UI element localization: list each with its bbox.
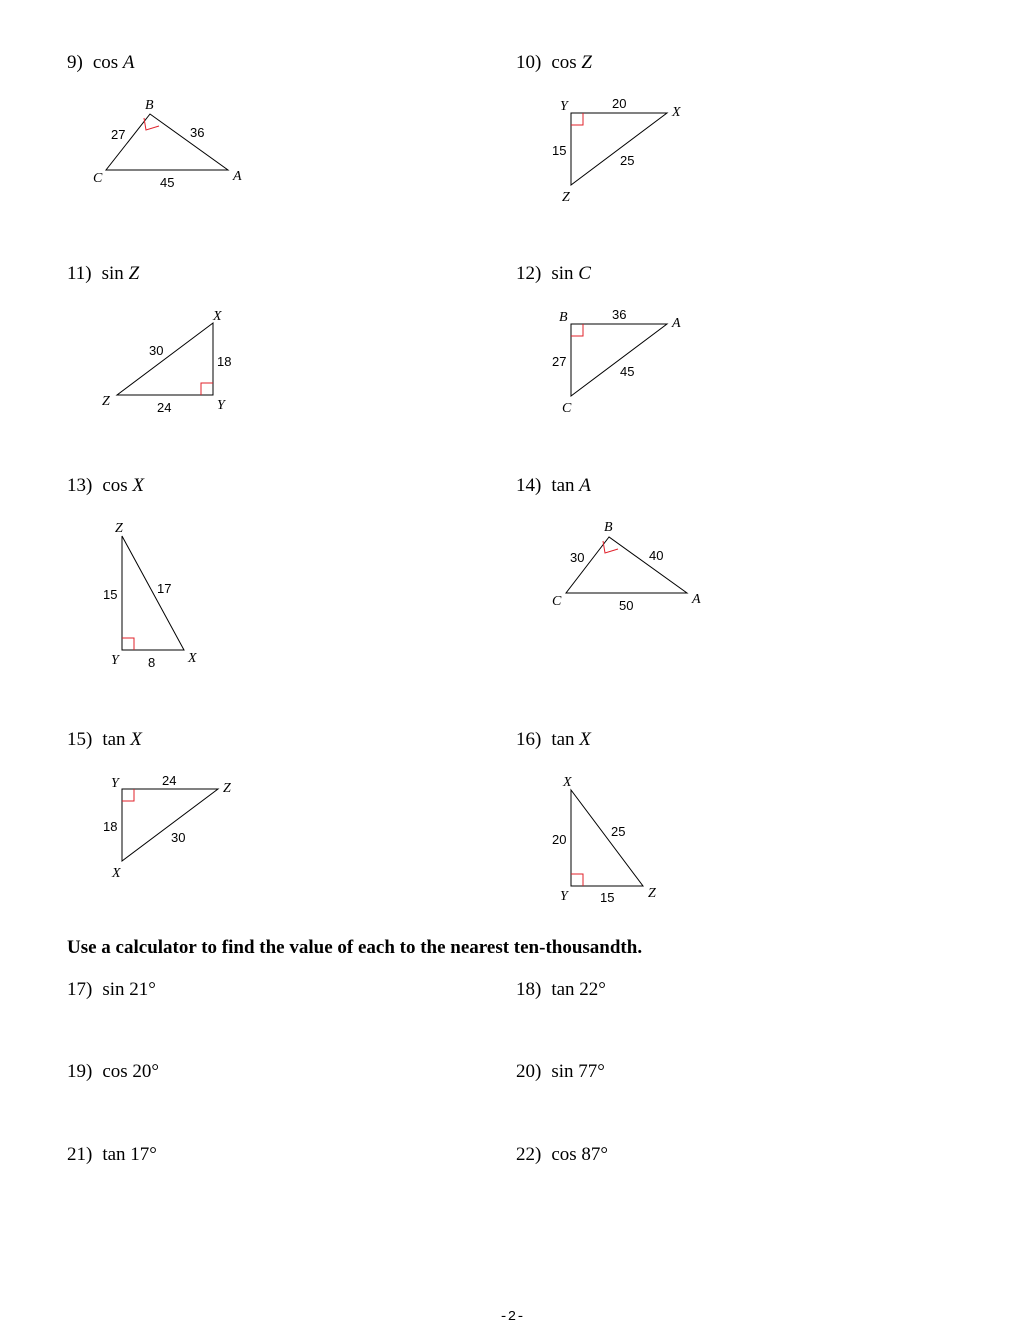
problem-12-prompt: 12) sin C (516, 263, 591, 284)
vertex-label: X (188, 651, 197, 666)
side-label: 45 (620, 364, 635, 379)
problem-16-prompt: 16) tan X (516, 729, 591, 750)
vertex-label: Y (560, 889, 568, 904)
vertex-label: Z (115, 521, 123, 536)
problem-13-prompt: 13) cos X (67, 475, 145, 496)
vertex-label: X (112, 866, 121, 881)
vertex-label: Z (562, 190, 570, 205)
problem-17-prompt: 17) sin 21° (67, 979, 156, 1000)
vertex-label: B (145, 98, 154, 113)
side-label: 24 (162, 773, 177, 788)
vertex-label: Z (223, 781, 231, 796)
vertex-label: B (559, 310, 568, 325)
side-label: 8 (148, 655, 156, 670)
side-label: 25 (620, 153, 635, 168)
vertex-label: Y (111, 653, 119, 668)
vertex-label: C (93, 171, 103, 186)
side-label: 50 (619, 598, 634, 613)
page-number: -2- (499, 1309, 525, 1325)
side-label: 40 (649, 548, 664, 563)
vertex-label: Y (217, 398, 225, 413)
vertex-label: Y (560, 99, 568, 114)
vertex-label: Z (648, 886, 656, 901)
side-label: 20 (552, 832, 567, 847)
side-label: 20 (612, 96, 627, 111)
side-label: 24 (157, 400, 172, 415)
side-label: 27 (552, 354, 567, 369)
side-label: 30 (570, 550, 585, 565)
side-label: 17 (157, 581, 172, 596)
problem-11-prompt: 11) sin Z (67, 263, 140, 284)
vertex-label: A (692, 592, 701, 607)
problem-15-prompt: 15) tan X (67, 729, 142, 750)
vertex-label: X (672, 105, 681, 120)
vertex-label: C (562, 401, 572, 416)
side-label: 30 (171, 830, 186, 845)
vertex-label: X (213, 309, 222, 324)
vertex-label: Y (111, 776, 119, 791)
side-label: 18 (103, 819, 118, 834)
triangle-outline (571, 790, 643, 886)
problem-21-prompt: 21) tan 17° (67, 1144, 157, 1165)
side-label: 30 (149, 343, 164, 358)
side-label: 45 (160, 175, 175, 190)
problem-10-prompt: 10) cos Z (516, 52, 592, 73)
right-angle-marker (571, 874, 583, 886)
problem-19-prompt: 19) cos 20° (67, 1061, 160, 1082)
side-label: 15 (600, 890, 615, 905)
side-label: 15 (103, 587, 118, 602)
vertex-label: C (552, 594, 562, 609)
vertex-label: A (672, 316, 681, 331)
problem-20-prompt: 20) sin 77° (516, 1061, 605, 1082)
side-label: 15 (552, 143, 567, 158)
side-label: 18 (217, 354, 232, 369)
vertex-label: B (604, 520, 613, 535)
problem-22-prompt: 22) cos 87° (516, 1144, 609, 1165)
section-instruction: Use a calculator to find the value of each to the nearest ten-thousandth. (67, 937, 643, 958)
side-label: 36 (612, 307, 627, 322)
problem-9-prompt: 9) cos A (67, 52, 135, 73)
side-label: 36 (190, 125, 205, 140)
problem-18-prompt: 18) tan 22° (516, 979, 606, 1000)
vertex-label: X (563, 775, 572, 790)
vertex-label: A (233, 169, 242, 184)
problem-14-prompt: 14) tan A (516, 475, 591, 496)
vertex-label: Z (102, 394, 110, 409)
side-label: 25 (611, 824, 626, 839)
side-label: 27 (111, 127, 126, 142)
